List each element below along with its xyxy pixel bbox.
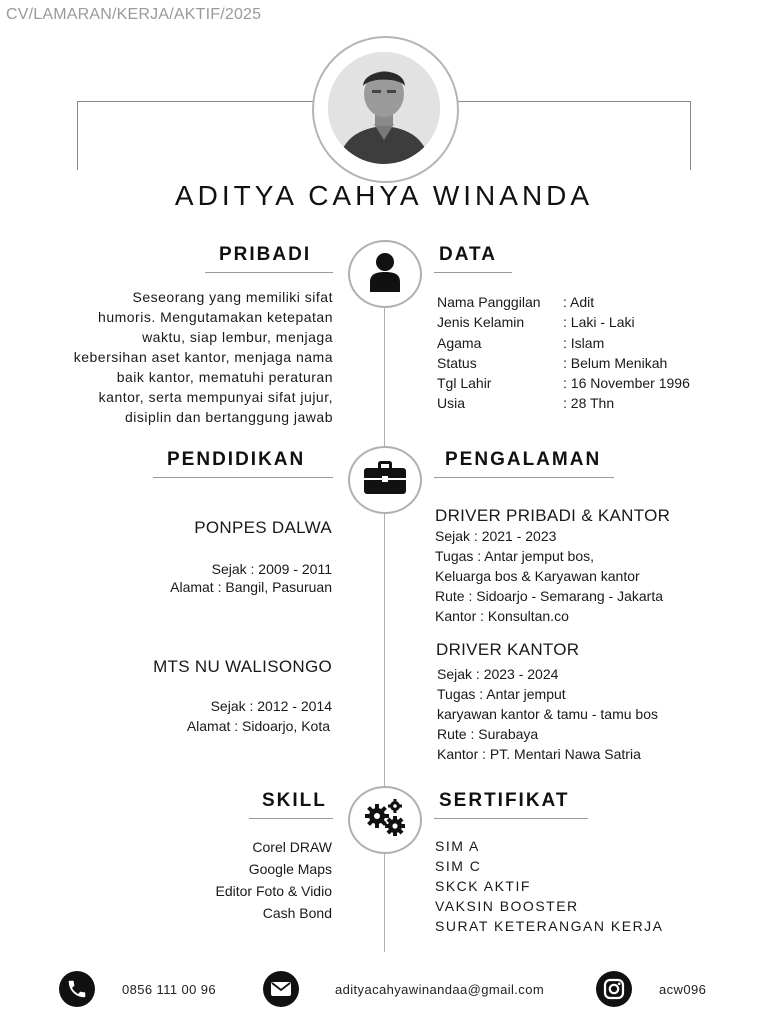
school-since: Sejak : 2009 - 2011 (211, 561, 332, 577)
list-item: Cash Bond (262, 905, 332, 921)
job-details: Sejak : 2023 - 2024 Tugas : Antar jemput karyawan kantor & tamu - tamu bos Rute : Surabaya Kantor : PT. Mentari Nawa Satria (437, 666, 658, 762)
sertifikat-title: SERTIFIKAT (439, 790, 570, 811)
email-icon (263, 971, 299, 1007)
phone-number[interactable]: 0856 111 00 96 (122, 982, 217, 997)
school-name: MTS NU WALISONGO (153, 657, 332, 676)
school-since: Sejak : 2012 - 2014 (210, 698, 332, 714)
gears-icon (364, 799, 406, 842)
instagram-icon (596, 971, 632, 1007)
email-address[interactable]: adityacahyawinandaa@gmail.com (335, 982, 545, 997)
data-row: Nama Panggilan : Adit (437, 294, 595, 310)
list-item: SIM A (435, 838, 480, 854)
school-address: Alamat : Bangil, Pasuruan (170, 579, 332, 595)
list-item: SIM C (435, 858, 482, 874)
person-icon-ring (348, 240, 422, 308)
list-item: Corel DRAW (252, 839, 332, 855)
list-item: VAKSIN BOOSTER (435, 898, 579, 914)
data-underline (434, 272, 512, 273)
gears-icon-ring (348, 786, 422, 854)
sertifikat-underline (434, 818, 588, 819)
briefcase-icon (363, 460, 407, 501)
timeline-spine (384, 300, 385, 952)
skill-underline (249, 818, 333, 819)
list-item: SKCK AKTIF (435, 878, 531, 894)
data-table (437, 292, 690, 414)
person-icon (368, 252, 402, 297)
instagram-handle[interactable]: acw096 (659, 982, 707, 997)
pendidikan-underline (153, 477, 333, 478)
briefcase-icon-ring (348, 446, 422, 514)
pengalaman-title: PENGALAMAN (445, 449, 602, 470)
skill-title: SKILL (262, 790, 327, 811)
candidate-name: ADITYA CAHYA WINANDA (174, 180, 594, 211)
school-address: Alamat : Sidoarjo, Kota (186, 718, 330, 734)
pribadi-underline (205, 272, 333, 273)
data-row: Usia : 28 Thn (437, 395, 615, 412)
pengalaman-underline (434, 477, 614, 478)
list-item: Editor Foto & Vidio (215, 883, 332, 899)
document-tag: CV/LAMARAN/KERJA/AKTIF/2025 (6, 6, 262, 23)
job-title: DRIVER PRIBADI & KANTOR (435, 506, 671, 525)
data-title: DATA (439, 244, 497, 265)
header-frame-left (77, 101, 314, 170)
data-row: Jenis Kelamin : Laki - Laki (437, 314, 635, 331)
phone-icon (59, 971, 95, 1007)
data-row: Tgl Lahir : 16 November 1996 (437, 375, 690, 392)
list-item: SURAT KETERANGAN KERJA (435, 918, 664, 934)
pribadi-title: PRIBADI (219, 244, 312, 265)
skill-list (216, 836, 332, 924)
data-row: Status : Belum Menikah (437, 354, 668, 371)
list-item: Google Maps (248, 861, 332, 877)
header-frame-right (458, 101, 691, 170)
pribadi-text: Seseorang yang memiliki sifat humoris. Mengutamakan ketepatan waktu, siap lembur, menjaga kebersihan aset kantor, menjaga nama baik kantor, mematuhi peraturan kantor, serta mempunyai sifat jujur, disiplin dan bertanggung jawab (73, 289, 333, 425)
job-title: DRIVER KANTOR (436, 640, 580, 659)
sertifikat-list (435, 836, 664, 936)
school-name: PONPES DALWA (194, 518, 332, 537)
data-row: Agama : Islam (437, 334, 605, 351)
job-details: Sejak : 2021 - 2023 Tugas : Antar jemput bos, Keluarga bos & Karyawan kantor Rute : Sidoarjo - Semarang - Jakarta Kantor : Konsultan.co (435, 528, 663, 624)
profile-photo (328, 52, 440, 164)
pendidikan-title: PENDIDIKAN (167, 449, 306, 470)
